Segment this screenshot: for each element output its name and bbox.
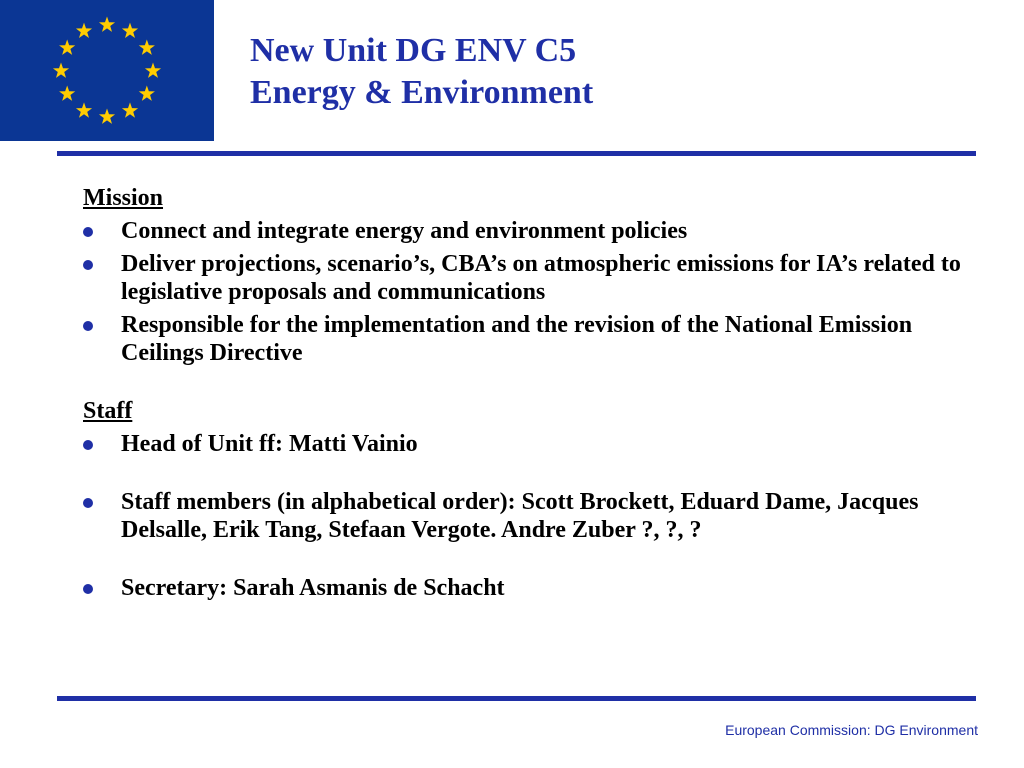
mission-item xyxy=(83,311,963,367)
star-icon xyxy=(122,23,138,38)
staff-item-text: Secretary: Sarah Asmanis de Schacht xyxy=(121,575,505,601)
staff-item xyxy=(83,488,963,544)
star-icon xyxy=(76,23,92,38)
mission-list xyxy=(83,217,963,367)
star-icon xyxy=(139,40,155,55)
bullet-icon xyxy=(83,260,93,270)
title-line-2: Energy & Environment xyxy=(250,74,594,111)
title-line-1: New Unit DG ENV C5 xyxy=(250,32,577,69)
staff-item xyxy=(83,430,963,458)
bullet-icon xyxy=(83,584,93,594)
star-icon xyxy=(122,102,138,117)
mission-item xyxy=(83,217,963,245)
bottom-divider xyxy=(57,696,976,701)
staff-item-text: Head of Unit ff: Matti Vainio xyxy=(121,431,418,457)
mission-heading: Mission xyxy=(83,185,164,211)
bullet-icon xyxy=(83,498,93,508)
footer-text: European Commission: DG Environment xyxy=(725,722,978,738)
staff-item xyxy=(83,574,963,602)
mission-item-text: Deliver projections, scenario’s, CBA’s on atmospheric emissions for IA’s related to legislative proposals and communications xyxy=(121,251,961,305)
star-icon xyxy=(53,63,69,78)
mission-item-text: Responsible for the implementation and the revision of the National Emission Ceilings Directive xyxy=(121,312,913,366)
staff-heading: Staff xyxy=(83,398,133,424)
star-icon xyxy=(59,40,75,55)
star-icon xyxy=(139,86,155,101)
slide-title xyxy=(250,30,593,114)
bullet-icon xyxy=(83,321,93,331)
bullet-icon xyxy=(83,440,93,450)
slide-body xyxy=(83,184,963,602)
star-icon xyxy=(99,17,115,32)
eu-flag-logo xyxy=(0,0,214,141)
top-divider xyxy=(57,151,976,156)
staff-list xyxy=(83,430,963,602)
bullet-icon xyxy=(83,227,93,237)
star-icon xyxy=(76,102,92,117)
star-icon xyxy=(145,63,161,78)
mission-item-text: Connect and integrate energy and environment policies xyxy=(121,218,688,244)
star-icon xyxy=(59,86,75,101)
staff-item-text: Staff members (in alphabetical order): Scott Brockett, Eduard Dame, Jacques Delsalle, Erik Tang, Stefaan Vergote. Andre Zuber ?, ?, ? xyxy=(121,489,919,543)
mission-item xyxy=(83,250,963,306)
star-icon xyxy=(99,109,115,124)
eu-stars-icon xyxy=(0,0,214,141)
